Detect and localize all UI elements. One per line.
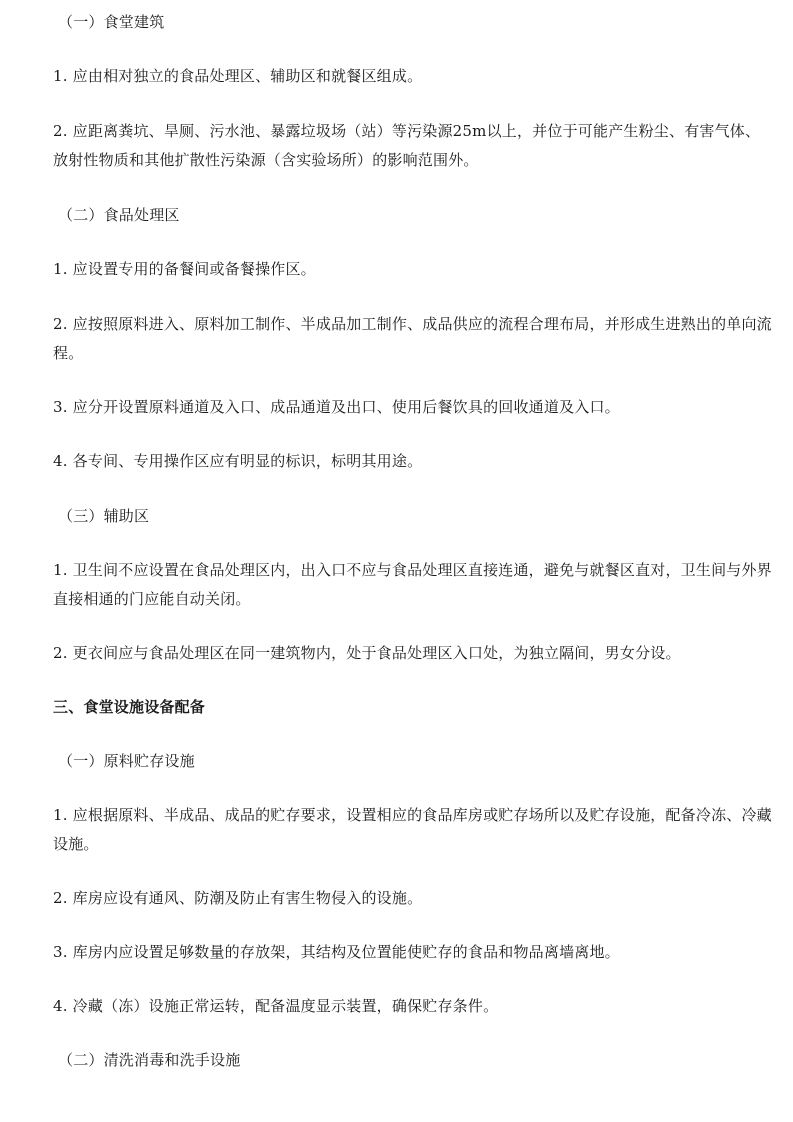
subsection-heading-auxiliary-area: （三）辅助区 <box>58 507 150 525</box>
subsection-heading-food-processing-area: （二）食品处理区 <box>58 206 180 224</box>
paragraph: 2. 应按照原料进入、原料加工制作、半成品加工制作、成品供应的流程合理布局，并形成生进熟出的单向流程。 <box>53 315 772 362</box>
paragraph: 3. 应分开设置原料通道及入口、成品通道及出口、使用后餐饮具的回收通道及入口。 <box>53 398 620 416</box>
paragraph: 2. 更衣间应与食品处理区在同一建筑物内，处于食品处理区入口处，为独立隔间，男女分设。 <box>53 644 681 662</box>
paragraph: 1. 应设置专用的备餐间或备餐操作区。 <box>53 260 316 278</box>
paragraph: 1. 应根据原料、半成品、成品的贮存要求，设置相应的食品库房或贮存场所以及贮存设施，配备冷冻、冷藏设施。 <box>53 806 772 853</box>
subsection-heading-cleaning: （二）清洗消毒和洗手设施 <box>58 1051 241 1069</box>
paragraph: 1. 卫生间不应设置在食品处理区内，出入口不应与食品处理区直接连通，避免与就餐区直对，卫生间与外界直接相通的门应能自动关闭。 <box>53 561 772 608</box>
paragraph: 2. 应距离粪坑、旱厕、污水池、暴露垃圾场（站）等污染源25m以上，并位于可能产生粉尘、有害气体、放射性物质和其他扩散性污染源（含实验场所）的影响范围外。 <box>53 122 761 169</box>
paragraph: 4. 各专间、专用操作区应有明显的标识，标明其用途。 <box>53 452 423 470</box>
paragraph: 4. 冷藏（冻）设施正常运转，配备温度显示装置，确保贮存条件。 <box>53 997 499 1015</box>
subsection-heading-storage: （一）原料贮存设施 <box>58 752 195 770</box>
paragraph: 3. 库房内应设置足够数量的存放架，其结构及位置能使贮存的食品和物品离墙离地。 <box>53 943 620 961</box>
paragraph: 1. 应由相对独立的食品处理区、辅助区和就餐区组成。 <box>53 67 423 85</box>
section-heading-facilities: 三、食堂设施设备配备 <box>53 698 206 716</box>
paragraph: 2. 库房应设有通风、防潮及防止有害生物侵入的设施。 <box>53 889 423 907</box>
subsection-heading-canteen-building: （一）食堂建筑 <box>58 13 165 31</box>
